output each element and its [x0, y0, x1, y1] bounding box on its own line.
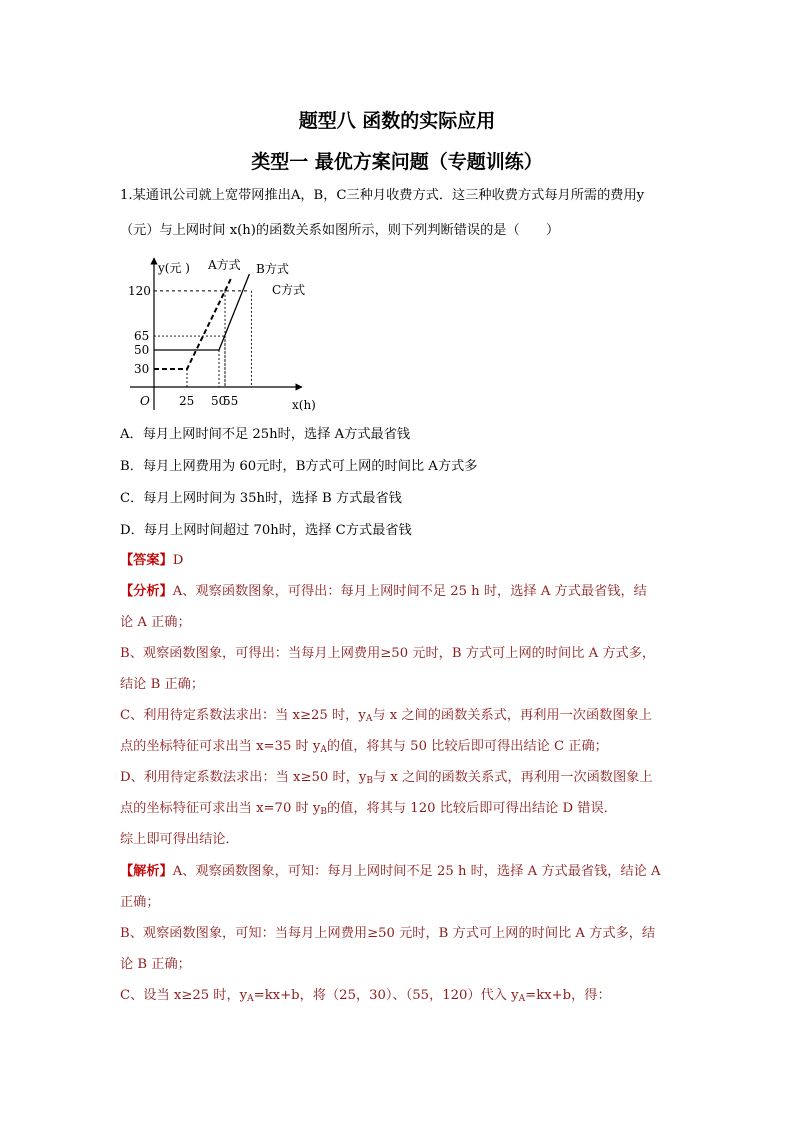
analysis-line-3: B、观察函数图象，可得出：当每月上网费用≥50 元时，B 方式可上网的时间比 A 方式多， — [120, 646, 656, 661]
answer-label: 【答案】 — [120, 553, 173, 568]
y-tick-label: 30 — [134, 362, 150, 376]
option-b: B．每月上网费用为 60元时，B方式可上网的时间比 A方式多 — [120, 459, 478, 474]
y-tick-label: 65 — [134, 329, 150, 344]
series-label-1: B方式 — [256, 262, 289, 276]
question-line-1: 1.某通讯公司就上宽带网推出A，B，C三种月收费方式．这三种收费方式每月所需的费用y — [120, 188, 645, 203]
solution-line-1: 【解析】A、观察函数图象，可知：每月上网时间不足 25 h 时，选择 A 方式最省钱，结论 A — [120, 864, 661, 879]
option-a: A．每月上网时间不足 25h时，选择 A方式最省钱 — [120, 427, 411, 442]
analysis-line-1: 【分析】A、观察函数图象，可得出：每月上网时间不足 25 h 时，选择 A 方式最省钱，结 — [120, 584, 647, 599]
option-d: D．每月上网时间超过 70h时，选择 C方式最省钱 — [120, 523, 412, 538]
analysis-line-9: 综上即可得出结论． — [120, 832, 239, 847]
y-axis-label: y(元 ) — [158, 261, 190, 275]
origin-label: O — [140, 394, 150, 408]
x-tick-label: 55 — [223, 394, 239, 408]
analysis-line-5: C、利用待定系数法求出：当 x≥25 时，$y_A$与 x 之间的函数关系式，再利用一次函数图象上 — [120, 708, 652, 724]
y-tick-label: 50 — [134, 343, 150, 357]
page-subtitle: 类型一 最优方案问题（专题训练） — [251, 151, 543, 173]
x-tick-label: 50 — [211, 394, 227, 408]
page-title: 题型八 函数的实际应用 — [298, 110, 496, 132]
series-label-0: A方式 — [208, 258, 241, 272]
analysis-line-6: 点的坐标特征可求出当 x=35 时 $y_A$的值，将其与 50 比较后即可得出结论 C 正确； — [120, 739, 608, 755]
answer-value: D — [172, 553, 184, 568]
analysis-line-7: D、利用待定系数法求出：当 x≥50 时，$y_B$与 x 之间的函数关系式，再利用一次函数图象上 — [120, 770, 653, 786]
x-axis-label: x(h) — [292, 398, 316, 412]
option-c: C．每月上网时间为 35h时，选择 B 方式最省钱 — [120, 491, 402, 506]
y-tick-label: 120 — [128, 283, 151, 298]
solution-line-4: 论 B 正确； — [120, 957, 191, 972]
analysis-line-4: 结论 B 正确； — [120, 677, 205, 692]
series-label-2: C方式 — [272, 283, 306, 297]
question-line-2: （元）与上网时间 x(h)的函数关系如图所示，则下列判断错误的是（ ） — [120, 223, 560, 238]
series-line-0 — [154, 278, 231, 369]
x-tick-label: 25 — [179, 394, 195, 408]
analysis-line-2: 论 A 正确； — [120, 615, 191, 630]
solution-line-2: 正确； — [120, 895, 160, 910]
solution-label: 【解析】 — [120, 864, 173, 879]
analysis-label: 【分析】 — [120, 584, 173, 599]
solution-line-5: C、设当 x≥25 时，$y_A=kx+b$，将（25，30）、（55，120）代入 $y_A=kx+b$，得： — [120, 988, 611, 1004]
solution-line-3: B、观察函数图象，可知：当每月上网费用≥50 元时，B 方式可上网的时间比 A 方式多，结 — [120, 926, 656, 941]
answer-line — [120, 551, 183, 571]
analysis-line-8: 点的坐标特征可求出当 x=70 时 $y_B$的值，将其与 120 比较后即可得出结论 D 错误． — [120, 801, 617, 817]
function-graph — [120, 252, 320, 414]
tick-labels — [128, 284, 238, 408]
series-lines — [154, 274, 249, 369]
